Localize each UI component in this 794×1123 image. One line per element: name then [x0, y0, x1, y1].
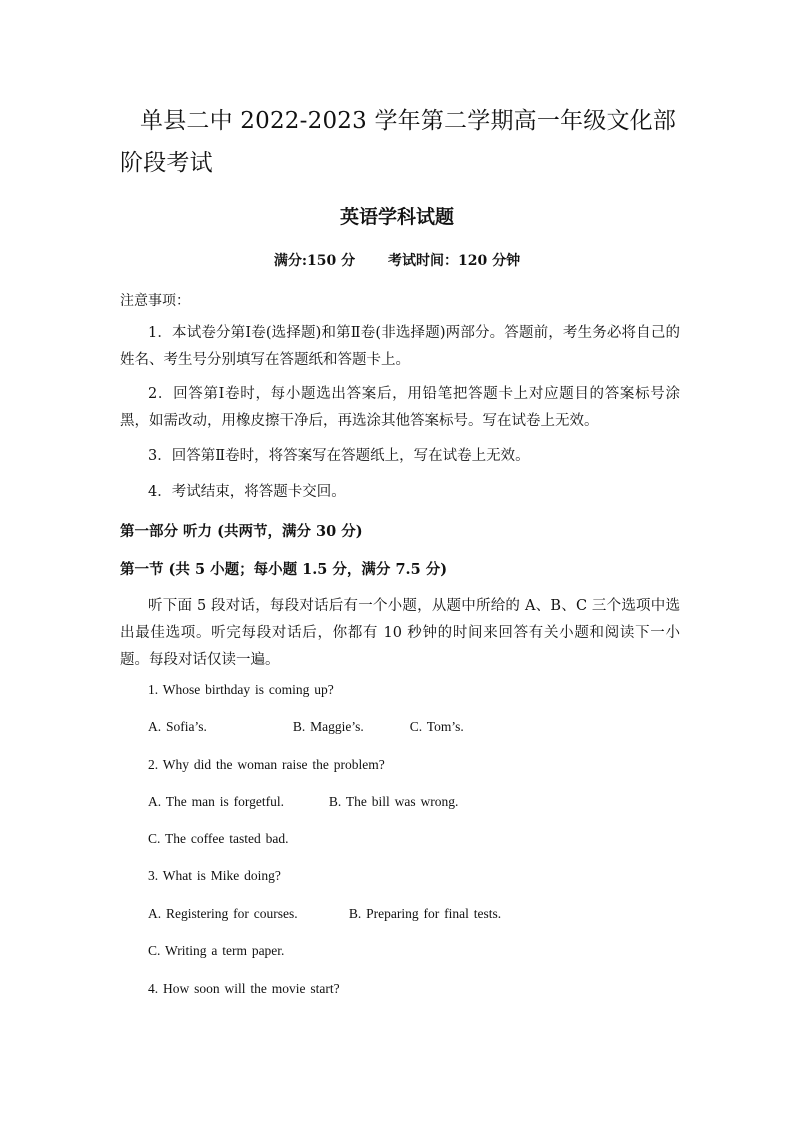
listening-instructions: 听下面 5 段对话，每段对话后有一个小题，从题中所给的 A、B、C 三个选项中选出最佳选项。听完每段对话后，你都有 10 秒钟的时间来回答有关小题和阅读下一小题。每段对话仅读一遍。 [120, 598, 680, 668]
subject-title: 英语学科试题 [339, 206, 454, 228]
question-3-stem: 3. What is Mike doing? [148, 868, 281, 883]
question-2-stem: 2. Why did the woman raise the problem? [148, 757, 385, 772]
notes-heading: 注意事项： [120, 293, 190, 309]
question-1-stem: 1. Whose birthday is coming up? [148, 682, 334, 697]
note-item-3: 3．回答第Ⅱ卷时，将答案写在答题纸上，写在试卷上无效。 [148, 448, 530, 464]
question-1-option-c: C. Tom’s. [409, 719, 464, 734]
question-3-option-b: B. Preparing for final tests. [348, 906, 502, 921]
note-item-2: 2．回答第Ⅰ卷时，每小题选出答案后，用铅笔把答题卡上对应题目的答案标号涂黑，如需改动，用橡皮擦干净后，再选涂其他答案标号。写在试卷上无效。 [120, 386, 680, 429]
question-2-option-b: B. The bill was wrong. [328, 794, 459, 809]
part1-heading: 第一部分 听力 (共两节，满分 30 分) [120, 523, 363, 540]
question-2-option-a: A. The man is forgetful. [148, 794, 284, 809]
exam-title: 单县二中 2022-2023 学年第二学期高一年级文化部阶段考试 [120, 108, 677, 176]
section1-heading: 第一节 (共 5 小题；每小题 1.5 分，满分 7.5 分) [120, 561, 448, 578]
question-1-option-a: A. Sofia’s. [148, 719, 207, 734]
exam-time: 考试时间：120 分钟 [388, 253, 521, 269]
note-item-1: 1．本试卷分第Ⅰ卷(选择题)和第Ⅱ卷(非选择题)两部分。答题前，考生务必将自己的姓名、考生号分别填写在答题纸和答题卡上。 [120, 325, 680, 368]
question-2-options [148, 794, 458, 810]
question-3-option-c: C. Writing a term paper. [148, 943, 285, 958]
question-1-options [148, 719, 464, 735]
question-2-option-c: C. The coffee tasted bad. [148, 831, 289, 846]
question-4-stem: 4. How soon will the movie start? [148, 981, 340, 996]
question-3-option-a: A. Registering for courses. [148, 906, 298, 921]
note-item-4: 4．考试结束，将答题卡交回。 [148, 484, 346, 500]
question-1-option-b: B. Maggie’s. [292, 719, 364, 734]
score-line [0, 250, 794, 270]
question-3-options [148, 906, 501, 922]
full-score: 满分:150 分 [273, 253, 356, 269]
